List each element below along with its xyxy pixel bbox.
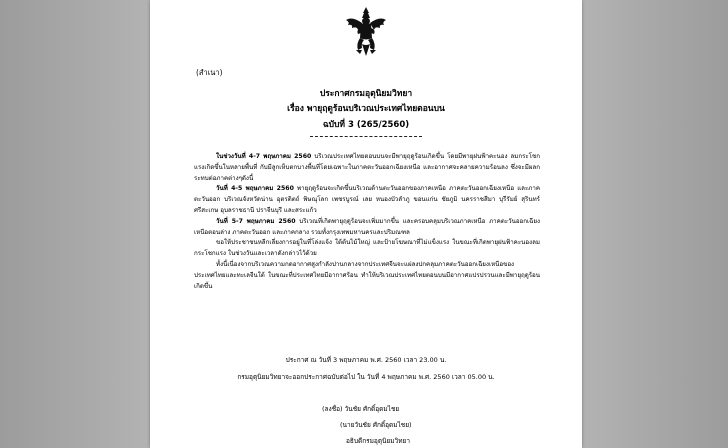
paragraph-date: วันที่ 4-5 พฤษภาคม 2560: [216, 185, 294, 193]
announcement-issue-number: ฉบับที่ 3 (265/2560): [322, 120, 410, 130]
signatory-name: (นายวันชัย ศักดิ์อุดมไชย): [340, 421, 412, 429]
announcement-body: [194, 152, 540, 292]
paragraph-may-4-5: [194, 184, 540, 216]
document-page: [150, 0, 582, 448]
signatory-position: อธิบดีกรมอุตุนิยมวิทยา: [346, 437, 410, 445]
paragraph-advice: ขอให้ประชาชนหลีกเลี่ยงการอยู่ในที่โล่งแจ้ง ใต้ต้นไม้ใหญ่ และป้ายโฆษณาที่ไม่แข็งแรง ในขณะที่เกิดพายุฝนฟ้าคะนองลมกระโชกแรง ในช่วงวันและเวลาดังกล่าวไว้ด้วย: [194, 239, 540, 258]
announcement-title: ประกาศกรมอุตุนิยมวิทยา: [319, 89, 413, 99]
signature-line: (ลงชื่อ) วันชัย ศักดิ์อุดมไชย: [322, 405, 400, 413]
announcement-subject: เรื่อง พายุฤดูร้อนบริเวณประเทศไทยตอนบน: [287, 104, 445, 114]
paragraph-text: บริเวณที่เกิดพายุฤดูร้อนจะเพิ่มมากขึ้น และครอบคลุมบริเวณภาคเหนือ ภาคตะวันออกเฉียงเหนือตอนล่าง ภาคตะวันออก และภาคกลาง รวมทั้งกรุงเทพมหานครและปริมณฑล: [194, 217, 540, 236]
paragraph-cause: ทั้งนี้เนื่องจากบริเวณความกดอากาศสูงกำลังปานกลางจากประเทศจีนจะแผ่ลงปกคลุมภาคตะวันออกเฉียงเหนือของประเทศไทยและทะเลจีนใต้ ในขณะที่ประเทศไทยมีอากาศร้อน ทำให้บริเวณประเทศไทยตอนบนมีอากาศแปรปรวนและมีพายุฤดูร้อนเกิดขึ้น: [194, 260, 540, 290]
paragraph-date: ในช่วงวันที่ 4-7 พฤษภาคม 2560: [216, 153, 312, 160]
paragraph-text: บริเวณประเทศไทยตอนบนจะมีพายุฤดูร้อนเกิดขึ้น โดยมีพายุฝนฟ้าคะนอง ลมกระโชกแรงเกิดขึ้นในหลายพื้นที่ กับมีลูกเห็บตกบางพื้นที่โดยเฉพาะในภาคตะวันออกเฉียงเหนือ และอากาศจะคลายความร้อนลง ซึ่งจะมีผลกระทบต่อภาคต่างๆดังนี้: [194, 153, 540, 182]
viewer-background-right: [582, 0, 728, 448]
garuda-emblem-icon: [344, 6, 388, 58]
paragraph-may-5-7: [194, 217, 540, 239]
copy-mark: (สำเนา): [196, 68, 223, 77]
paragraph-overview: [194, 152, 540, 184]
next-announcement: กรมอุตุนิยมวิทยาจะออกประกาศฉบับต่อไป ใน วันที่ 4 พฤษภาคม พ.ศ. 2560 เวลา 05.00 น.: [237, 373, 495, 381]
paragraph-text: พายุฤดูร้อนจะเกิดขึ้นบริเวณด้านตะวันออกของภาคเหนือ ภาคตะวันออกเฉียงเหนือ และภาคตะวันออก บริเวณจังหวัดน่าน อุตรดิตถ์ พิษณุโลก เพชรบูรณ์ เลย หนองบัวลำภู ขอนแก่น ชัยภูมิ นครราชสีมา บุรีรัมย์ สุรินทร์ ศรีสะเกษ อุบลราชธานี ปราจีนบุรี และสระแก้ว: [194, 185, 540, 214]
issued-datetime: ประกาศ ณ วันที่ 3 พฤษภาคม พ.ศ. 2560 เวลา 23.00 น.: [285, 356, 447, 364]
viewer-background-left: [0, 0, 150, 448]
title-divider: [310, 136, 422, 137]
paragraph-date: วันที่ 5-7 พฤษภาคม 2560: [216, 217, 296, 225]
